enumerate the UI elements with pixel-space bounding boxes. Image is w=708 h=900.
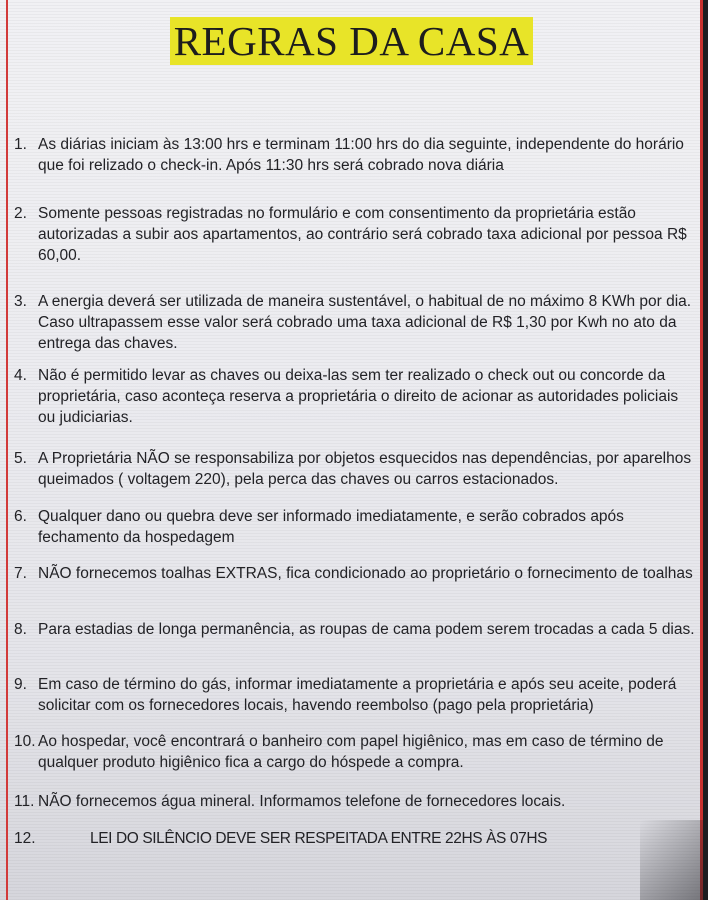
rule-text: Não é permitido levar as chaves ou deixa-las sem ter realizado o check out ou concorde da proprietária, caso aconteça reserva a proprietária o direito de acionar as autoridades policiais ou judiciarias. [38,367,679,426]
rule-number: 1. [14,136,27,153]
rule-number: 8. [14,621,27,638]
rule-item-6 [14,506,698,548]
rule-item-4 [14,365,698,428]
rule-item-12 [14,828,698,849]
rule-text: NÃO fornecemos toalhas EXTRAS, fica condicionado ao proprietário o fornecimento de toalhas [38,565,693,582]
rule-text: Para estadias de longa permanência, as roupas de cama podem serem trocadas a cada 5 dias. [38,621,695,638]
rule-item-8 [14,619,698,640]
page-title: REGRAS DA CASA [170,17,534,65]
rule-item-10 [14,731,698,773]
rule-number: 10. [14,733,36,750]
rule-text: Qualquer dano ou quebra deve ser informado imediatamente, e serão cobrados após fechamento da hospedagem [38,508,624,546]
rule-text: Somente pessoas registradas no formulário e com consentimento da proprietária estão autorizadas a subir aos apartamentos, ao contrário será cobrado taxa adicional por pessoa R$ 60,00. [38,205,687,264]
rule-text: LEI DO SILÊNCIO DEVE SER RESPEITADA ENTRE 22HS ÀS 07HS [90,830,548,847]
rule-text: NÃO fornecemos água mineral. Informamos telefone de fornecedores locais. [38,793,566,810]
rule-number: 11. [14,793,35,810]
rule-item-2 [14,203,698,266]
rule-item-7 [14,563,698,584]
rule-number: 2. [14,205,27,222]
rule-item-1 [14,134,698,176]
rule-number: 4. [14,367,27,384]
rule-text: Ao hospedar, você encontrará o banheiro com papel higiênico, mas em caso de término de qualquer produto higiênico fica a cargo do hóspede a compra. [38,733,664,771]
rule-text: As diárias iniciam às 13:00 hrs e terminam 11:00 hrs do dia seguinte, independente do horário que foi relizado o check-in. Após 11:30 hrs será cobrado nova diária [38,136,684,174]
title-container [0,17,703,65]
rule-text: A Proprietária NÃO se responsabiliza por objetos esquecidos nas dependências, por aparelhos queimados ( voltagem 220), pela perca das chaves ou carros estacionados. [38,450,692,488]
rule-number: 5. [14,450,27,467]
rule-item-3 [14,291,698,354]
rule-item-11 [14,791,698,812]
rule-text: A energia deverá ser utilizada de maneira sustentável, o habitual de no máximo 8 KWh por dia. Caso ultrapassem esse valor será cobrado uma taxa adicional de R$ 1,30 por Kwh no ato da entrega das chaves. [38,293,692,352]
rule-number: 9. [14,676,27,693]
rule-item-5 [14,448,698,490]
rule-number: 3. [14,293,27,310]
rule-text: Em caso de término do gás, informar imediatamente a proprietária e após seu aceite, poderá solicitar com os fornecedores locais, havendo reembolso (pago pela proprietária) [38,676,677,714]
rule-item-9 [14,674,698,716]
left-red-border [6,0,8,900]
rule-number: 12. [14,830,36,847]
rule-number: 7. [14,565,27,582]
photo-edge-shadow [703,0,708,900]
rule-number: 6. [14,508,27,525]
